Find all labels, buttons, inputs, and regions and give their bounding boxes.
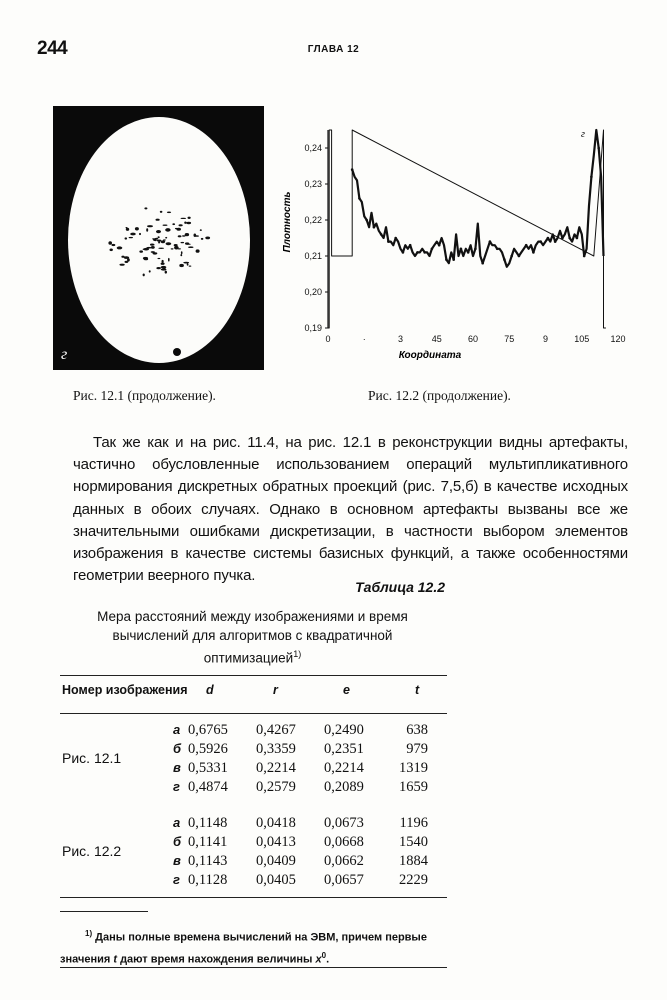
x-tick-label: 3	[397, 334, 404, 344]
cell-t: 1884	[399, 853, 428, 869]
data-point	[394, 237, 397, 240]
cell-sub: б	[173, 741, 182, 756]
body-paragraph	[73, 432, 628, 587]
artifact-speckle	[201, 238, 204, 240]
chart-svg	[278, 118, 648, 363]
cell-r: 0,2214	[256, 760, 296, 776]
artifact-speckle	[119, 264, 124, 266]
data-point	[496, 248, 499, 251]
artifact-speckle	[143, 274, 145, 277]
artifact-speckle	[181, 218, 187, 219]
table-header	[60, 683, 447, 703]
artifact-speckle	[151, 251, 155, 253]
artifact-speckle	[149, 270, 151, 272]
artifact-speckle	[184, 222, 186, 224]
header-r: r	[273, 683, 278, 697]
artifact-speckle	[174, 244, 178, 246]
x-tick-label: 105	[574, 334, 590, 344]
table-row	[60, 853, 447, 872]
cell-sub: в	[173, 853, 181, 868]
panel-label: г	[61, 346, 68, 363]
artifact-speckle	[146, 228, 148, 231]
artifact-speckle	[125, 237, 128, 239]
data-point	[467, 251, 470, 254]
cell-e: 0,2214	[324, 760, 364, 776]
cell-d: 0,6765	[188, 722, 228, 738]
artifact-speckle	[156, 267, 160, 269]
artifact-speckle	[161, 240, 166, 243]
artifact-speckle	[110, 249, 113, 252]
header-e: e	[343, 683, 350, 697]
data-point	[597, 147, 600, 150]
density-profile-chart	[278, 118, 648, 363]
x-tick-label: ·	[362, 334, 366, 344]
y-tick-label: 0,24	[304, 143, 322, 153]
cell-e: 0,0673	[324, 815, 364, 831]
artifact-speckle	[183, 262, 189, 264]
x-tick-label: 60	[467, 334, 479, 344]
cell-r: 0,0418	[256, 815, 296, 831]
artifact-speckle	[135, 227, 139, 230]
data-point	[561, 237, 564, 240]
data-point	[554, 240, 557, 243]
table-row	[60, 722, 447, 741]
page-number: 244	[37, 38, 68, 59]
chart-series	[328, 130, 606, 328]
artifact-speckle	[165, 271, 167, 274]
footnote-superscript: 0	[321, 950, 327, 960]
x-tick-label: 0	[325, 334, 331, 344]
footnote-end: .	[326, 953, 330, 966]
table-group-12-2	[60, 815, 447, 895]
data-point	[590, 176, 593, 179]
y-tick-label: 0,21	[304, 251, 322, 261]
footnote-text-part: Даны полные времена вычислений на ЭВМ, причем первые значения	[60, 931, 427, 966]
cell-r: 0,3359	[256, 741, 296, 757]
y-tick-label: 0,23	[304, 179, 322, 189]
header-image-number: Номер изображения	[62, 683, 188, 697]
cell-t: 1659	[399, 779, 428, 795]
data-point	[380, 233, 383, 236]
table-row	[60, 815, 447, 834]
reconstruction-curve	[352, 130, 603, 267]
cell-sub: г	[173, 872, 180, 887]
group-label: Рис. 12.1	[62, 750, 122, 766]
reconstruction-image	[53, 106, 264, 370]
artifact-speckle	[153, 239, 155, 241]
paragraph-text: Так же как и на рис. 11.4, на рис. 12.1 в реконструкции видны артефакты, частично обусловленные использованием операций мультипликативного нормирования дискретных обратных проекций (рис. 7,5,б) в качестве исходных данных в обоих случаях. Однако в основном артефакты вызваны все же значительными ошибками дискретизации, в частности выбором элементов изображения в качестве системы базисных функций, а также особенностями геометрии веерного пучка.	[73, 434, 628, 585]
data-point	[539, 240, 542, 243]
artifact-speckle	[163, 239, 166, 240]
data-point	[365, 219, 368, 222]
reference-curve	[328, 130, 606, 328]
cell-e: 0,2089	[324, 779, 364, 795]
artifact-speckle	[205, 237, 210, 240]
x-tick-label: 75	[504, 334, 515, 344]
artifact-speckle	[175, 228, 178, 229]
table-group-12-1	[60, 722, 447, 802]
cell-d: 0,1148	[188, 815, 228, 831]
cell-e: 0,0657	[324, 872, 364, 888]
x-axis	[325, 334, 625, 344]
data-point	[423, 251, 426, 254]
artifact-speckle	[130, 233, 136, 236]
cell-r: 0,4267	[256, 722, 296, 738]
artifact-speckle	[139, 250, 143, 252]
artifact-speckle	[108, 241, 112, 245]
artifact-speckle	[144, 207, 147, 209]
table-row	[60, 760, 447, 779]
cell-sub: а	[173, 815, 181, 830]
y-axis	[304, 130, 328, 333]
cell-e: 0,2490	[324, 722, 364, 738]
y-tick-label: 0,22	[304, 215, 322, 225]
table-label: Таблица 12.2	[355, 579, 445, 595]
x-tick-label: 120	[610, 334, 626, 344]
cell-d: 0,5926	[188, 741, 228, 757]
table-title-line	[60, 645, 445, 668]
artifact-speckle	[187, 244, 191, 245]
artifact-speckle	[139, 233, 141, 235]
cell-t: 979	[406, 741, 428, 757]
cell-d: 0,1141	[188, 834, 228, 850]
artifact-speckle	[163, 225, 168, 226]
artifact-speckle	[181, 251, 183, 254]
artifact-speckle	[126, 227, 128, 228]
artifact-speckle	[143, 248, 149, 251]
cell-d: 0,1128	[188, 872, 228, 888]
y-tick-label: 0,19	[304, 323, 322, 333]
data-point	[525, 244, 528, 247]
data-point	[568, 237, 571, 240]
footnote-var-t: t	[113, 953, 118, 966]
header-t: t	[415, 683, 420, 697]
header-d: d	[206, 683, 214, 697]
data-point	[373, 226, 376, 229]
data-point	[351, 168, 354, 171]
artifact-speckle	[187, 263, 189, 265]
data-point	[431, 248, 434, 251]
artifact-speckle	[165, 228, 170, 232]
data-point	[576, 237, 579, 240]
data-point	[547, 237, 550, 240]
data-point	[438, 244, 441, 247]
phantom-ellipse-graphic	[53, 106, 264, 370]
footnote-text	[60, 925, 448, 968]
cell-r: 0,0413	[256, 834, 296, 850]
artifact-speckle	[179, 264, 184, 267]
artifact-speckle	[188, 246, 193, 248]
artifact-speckle	[194, 234, 197, 237]
artifact-speckle	[125, 261, 129, 263]
table-title-line: Мера расстояний между изображениями и время	[97, 609, 408, 624]
artifact-speckle	[160, 211, 163, 213]
artifact-speckle	[188, 217, 191, 219]
cell-sub: а	[173, 722, 181, 737]
artifact-speckle	[180, 254, 182, 256]
data-point	[402, 251, 405, 254]
artifact-speckle	[181, 242, 185, 243]
y-tick-label: 0,20	[304, 287, 322, 297]
artifact-speckle	[189, 266, 192, 267]
artifact-speckle	[151, 246, 155, 249]
group-label: Рис. 12.2	[62, 843, 122, 859]
table-row	[60, 741, 447, 760]
artifact-speckle	[178, 235, 182, 237]
data-point	[460, 248, 463, 251]
figure-caption-12-2: Рис. 12.2 (продолжение).	[368, 388, 511, 403]
data-point	[358, 197, 361, 200]
artifact-speckle	[157, 240, 162, 242]
cell-d: 0,5331	[188, 760, 228, 776]
footnote-reference: 1)	[293, 649, 302, 659]
table-row	[60, 834, 447, 853]
artifact-speckle	[186, 222, 191, 224]
artifact-speckle	[124, 256, 129, 259]
cell-d: 0,4874	[188, 779, 228, 795]
cell-t: 1319	[399, 760, 428, 776]
artifact-speckle	[161, 268, 167, 270]
data-point	[445, 258, 448, 261]
artifact-speckle	[172, 223, 175, 225]
artifact-speckle	[158, 241, 160, 243]
cell-t: 1196	[399, 815, 428, 831]
curve-label: г	[581, 129, 585, 140]
artifact-speckle	[200, 229, 202, 231]
data-point	[409, 244, 412, 247]
data-point	[489, 240, 492, 243]
artifact-speckle	[171, 248, 174, 249]
data-point	[474, 248, 477, 251]
running-title: ГЛАВА 12	[307, 44, 360, 55]
page-bottom-rule	[60, 967, 447, 968]
artifact-speckle	[156, 230, 161, 233]
artifact-speckle	[182, 235, 186, 236]
cell-sub: в	[173, 760, 181, 775]
artifact-speckle	[158, 248, 164, 249]
cell-r: 0,0405	[256, 872, 296, 888]
cell-r: 0,2579	[256, 779, 296, 795]
artifact-speckle	[165, 237, 167, 239]
table-title	[60, 607, 445, 668]
data-point	[387, 240, 390, 243]
cell-sub: б	[173, 834, 182, 849]
data-point	[583, 255, 586, 258]
table-bottom-rule	[60, 897, 447, 898]
ellipse-notch	[173, 348, 181, 356]
artifact-speckle	[166, 242, 172, 245]
footnote-var-x: x	[315, 953, 322, 966]
artifact-speckle	[162, 260, 164, 263]
table-header-rule	[60, 713, 447, 714]
data-point	[416, 251, 419, 254]
artifact-speckle	[144, 258, 148, 260]
artifact-speckle	[174, 246, 179, 250]
artifact-speckle	[167, 212, 171, 214]
data-point	[481, 262, 484, 265]
cell-e: 0,0662	[324, 853, 364, 869]
cell-r: 0,0409	[256, 853, 296, 869]
artifact-speckle	[161, 266, 167, 269]
figure-caption-12-1: Рис. 12.1 (продолжение).	[73, 388, 216, 403]
artifact-speckle	[147, 225, 153, 227]
cell-e: 0,0668	[324, 834, 364, 850]
artifact-speckle	[156, 219, 160, 221]
table-title-text: оптимизацией	[203, 650, 294, 666]
artifact-speckle	[117, 246, 123, 249]
cell-d: 0,1143	[188, 853, 228, 869]
footnote-separator	[60, 911, 148, 912]
table-row	[60, 779, 447, 798]
data-point	[503, 258, 506, 261]
artifact-speckle	[179, 224, 183, 226]
cell-sub: г	[173, 779, 180, 794]
footnote-mark: 1)	[85, 929, 93, 938]
data-point	[510, 255, 513, 258]
cell-e: 0,2351	[324, 741, 364, 757]
x-tick-label: 9	[542, 334, 549, 344]
artifact-speckle	[158, 236, 160, 238]
artifact-speckle	[168, 258, 170, 262]
cell-t: 2229	[399, 872, 428, 888]
table-row	[60, 872, 447, 891]
cell-t: 638	[406, 722, 428, 738]
table-title-line: вычислений для алгоритмов с квадратичной	[112, 628, 393, 643]
x-axis-label: Координата	[398, 350, 462, 361]
artifact-speckle	[112, 244, 116, 246]
artifact-speckle	[157, 258, 160, 259]
footnote	[60, 925, 448, 968]
artifact-speckle	[152, 244, 155, 245]
data-point	[518, 255, 521, 258]
table-top-rule	[60, 675, 447, 676]
footnote-text-part: дают время нахождения величины	[117, 953, 316, 966]
x-tick-label: 45	[431, 334, 442, 344]
artifact-speckle	[196, 249, 200, 252]
data-point	[452, 258, 455, 261]
data-point	[532, 251, 535, 254]
artifact-speckle	[129, 237, 133, 238]
cell-t: 1540	[399, 834, 428, 850]
y-axis-label: Плотность	[282, 191, 293, 253]
